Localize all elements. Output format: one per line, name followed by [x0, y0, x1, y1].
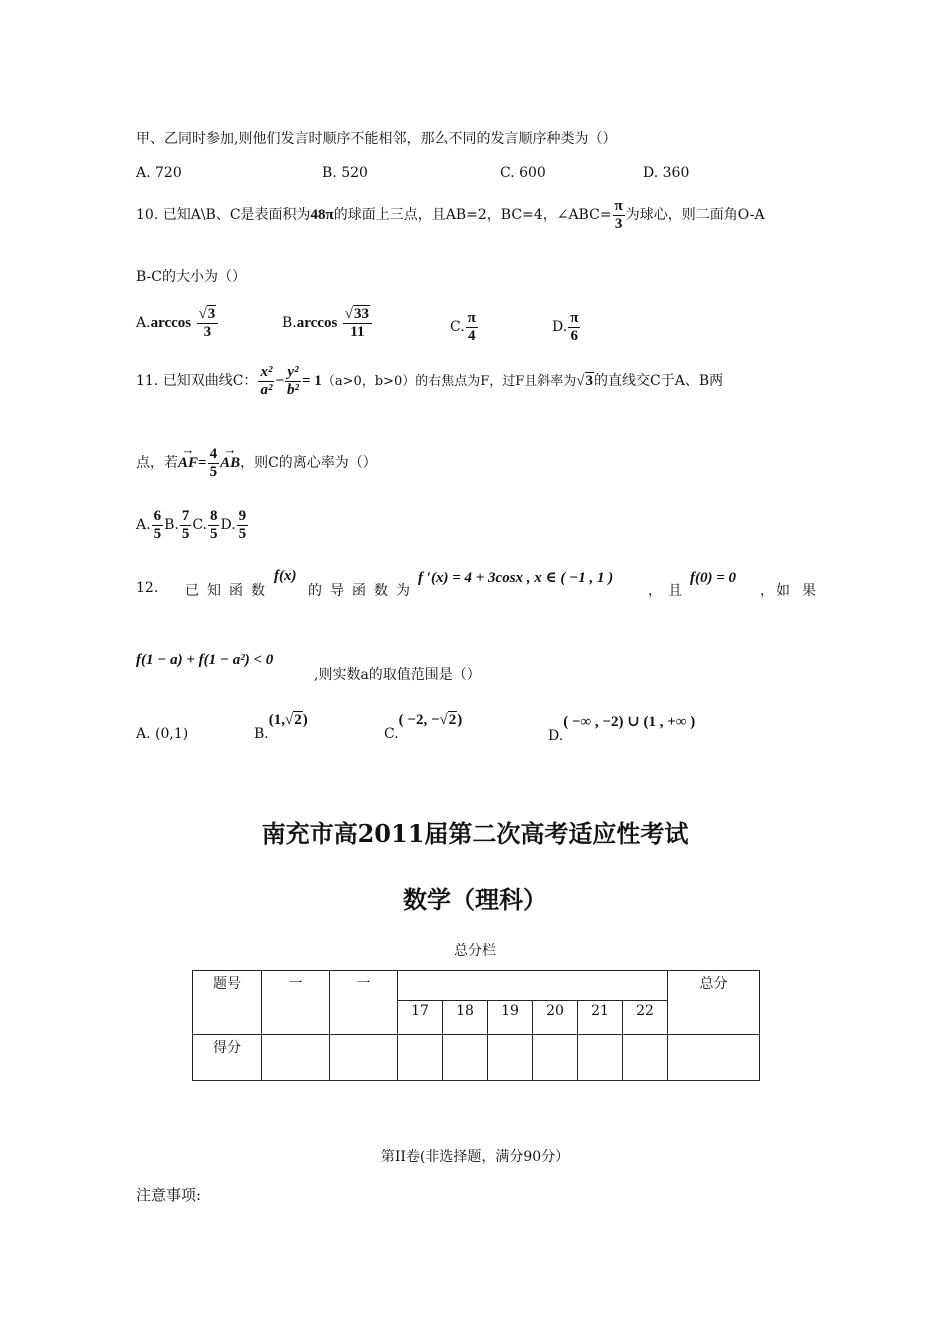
header-part-two: 一 — [330, 971, 398, 1035]
q11-option-a: A. $\frac{6}{5}$ — [136, 508, 162, 542]
q10-option-b: B.arccos $\frac{√33}{11}$ — [282, 306, 373, 340]
q10-area-math: 48π — [310, 207, 334, 223]
row-defen-label: 得分 — [193, 1035, 262, 1081]
q11-option-c: C. $\frac{8}{5}$ — [192, 508, 218, 542]
q10-b-fraction: $\frac{√33}{11}$ — [343, 306, 372, 340]
q12-option-c: C.( −2, −√2) — [384, 712, 463, 742]
q11-stem: 11. 已知双曲线C： $\frac{\text{x²}}{\text{a²}}$ − $\frac{\text{y²}}{\text{b²}}$ = 1（a>0，b>0）的右焦点为F，过F且斜率为√3的直线交C于A、B两 — [136, 364, 724, 398]
q11-y-fraction: $\frac{\text{y²}}{\text{b²}}$ — [287, 364, 299, 398]
score-cell[interactable] — [578, 1035, 623, 1081]
score-cell[interactable] — [623, 1035, 668, 1081]
score-cell[interactable] — [488, 1035, 533, 1081]
question-number: 20 — [533, 1001, 578, 1035]
q12-option-a: A. (0,1) — [136, 726, 189, 742]
angle-symbol: ∠ — [556, 207, 569, 223]
q9-option-d: D. 360 — [643, 165, 690, 181]
q12-stem-tail: ,则实数a的取值范围是（） — [314, 667, 481, 683]
question-number: 17 — [398, 1001, 443, 1035]
exam-subtitle: 数学（理科） — [403, 885, 547, 914]
q9-stem: 甲、乙同时参加,则他们发言时顺序不能相邻，那么不同的发言顺序种类为（） — [136, 131, 617, 147]
q12-words: 已知函数 — [185, 583, 273, 599]
q12-fx: f(x) — [274, 568, 297, 584]
q11-x-fraction: $\frac{\text{x²}}{\text{a²}}$ — [260, 364, 273, 398]
header-part-three — [398, 971, 668, 1001]
score-cell[interactable] — [533, 1035, 578, 1081]
q12-option-d: D.( −∞ , −2) ∪ (1 , +∞ ) — [548, 714, 696, 744]
vector-ab: → AB — [220, 455, 240, 472]
question-number: 21 — [578, 1001, 623, 1035]
vector-af: → AF — [178, 455, 198, 472]
q9-option-b: B. 520 — [322, 165, 368, 181]
q12-inequality: f(1 − a) + f(1 − a²) < 0 — [136, 652, 274, 668]
q10-option-d: D. $\frac{\pi}{6}$ — [552, 310, 579, 344]
q9-option-c: C. 600 — [500, 165, 546, 181]
q10-stem: 10. 已知A\B、C是表面积为48π的球面上三点，且AB=2，BC=4，∠ABC= $\frac{\pi}{3}$ 为球心，则二面角O-A — [136, 198, 765, 232]
q10-angle-fraction: $\frac{\pi}{3}$ — [614, 198, 623, 232]
score-cell[interactable] — [330, 1035, 398, 1081]
q11-option-b: B. $\frac{7}{5}$ — [164, 508, 190, 542]
q12-f0: f(0) = 0 — [690, 570, 737, 586]
header-tihao: 题号 — [193, 971, 262, 1035]
q12-derivative: f ′(x) = 4 + 3cosx , x ∈ ( −1 , 1 ) — [418, 570, 614, 586]
q11-options — [136, 508, 249, 542]
score-cell[interactable] — [668, 1035, 760, 1081]
q9-option-a: A. 720 — [136, 165, 182, 181]
question-number: 18 — [443, 1001, 488, 1035]
q10-option-c: C. $\frac{\pi}{4}$ — [450, 310, 476, 344]
question-number: 19 — [488, 1001, 533, 1035]
total-score-label: 总分栏 — [454, 943, 496, 959]
q12-ruguo: 如果 — [776, 583, 828, 599]
score-cell[interactable] — [398, 1035, 443, 1081]
q11-stem-line2: 点，若→ AF= $\frac{4}{5}$ → AB，则C的离心率为（） — [136, 446, 377, 480]
q10-stem-line2: B-C的大小为（） — [136, 269, 246, 285]
score-cell[interactable] — [262, 1035, 330, 1081]
q12-option-b: B.(1,√2) — [254, 712, 308, 742]
header-part-one: 一 — [262, 971, 330, 1035]
score-table — [192, 970, 760, 1081]
section-title: 第II卷(非选择题，满分90分） — [380, 1149, 570, 1165]
question-number: 22 — [623, 1001, 668, 1035]
header-total: 总分 — [668, 971, 760, 1035]
q12-number: 12. — [136, 580, 159, 596]
score-cell[interactable] — [443, 1035, 488, 1081]
q10-option-a: A.arccos $\frac{√3}{3}$ — [136, 306, 219, 340]
q12-words2: 的导函数为 — [308, 583, 418, 599]
notes-heading: 注意事项: — [136, 1186, 202, 1204]
exam-title: 南充市高2011届第二次高考适应性考试 — [261, 819, 689, 848]
q10-a-fraction: $\frac{√3}{3}$ — [197, 306, 219, 340]
q11-option-d: D. $\frac{9}{5}$ — [220, 508, 247, 542]
